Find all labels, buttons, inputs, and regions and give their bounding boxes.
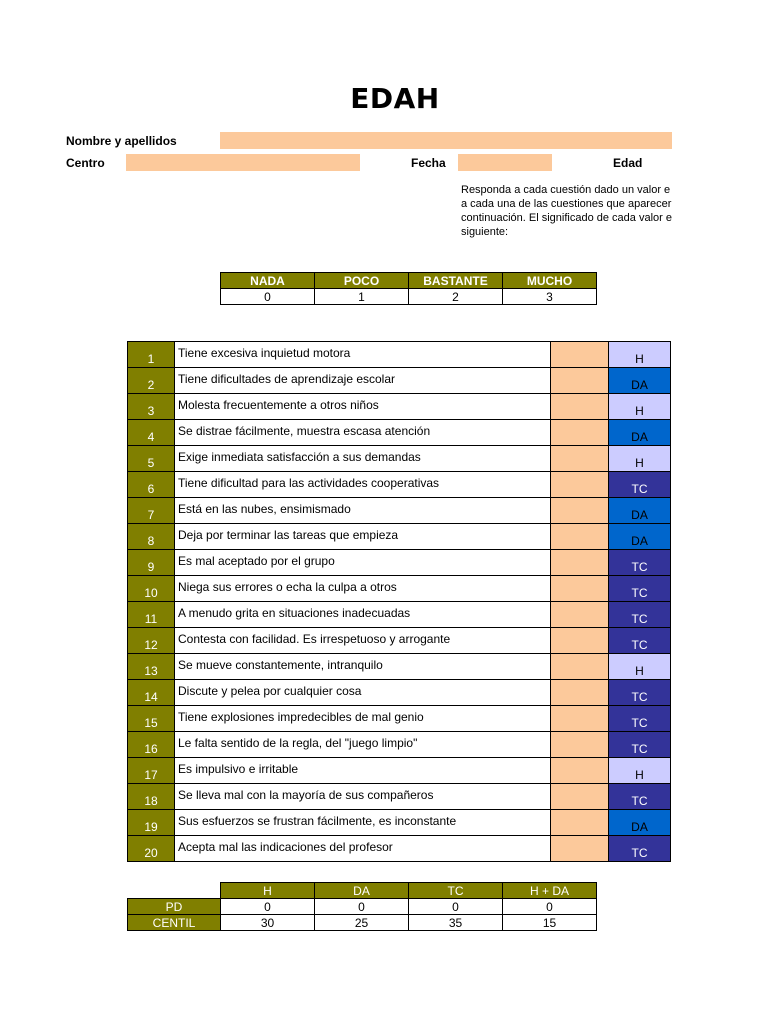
item-row <box>128 498 671 524</box>
results-header: TC <box>409 883 503 899</box>
item-row <box>128 394 671 420</box>
name-label: Nombre y apellidos <box>66 134 177 148</box>
item-text: Tiene explosiones impredecibles de mal genio <box>175 706 551 732</box>
centil-value: 25 <box>315 915 409 931</box>
item-category: TC <box>609 732 671 758</box>
item-number: 17 <box>128 758 175 784</box>
item-text: Niega sus errores o echa la culpa a otros <box>175 576 551 602</box>
date-label: Fecha <box>411 156 446 170</box>
item-number: 20 <box>128 836 175 862</box>
item-text: Se lleva mal con la mayoría de sus compañeros <box>175 784 551 810</box>
item-number: 1 <box>128 342 175 368</box>
item-row <box>128 524 671 550</box>
item-row <box>128 628 671 654</box>
item-answer-cell[interactable] <box>551 680 609 706</box>
item-category: H <box>609 342 671 368</box>
instructions-line: a cada una de las cuestiones que aparecer <box>461 198 672 210</box>
scale-value: 3 <box>503 289 597 305</box>
item-number: 5 <box>128 446 175 472</box>
item-row <box>128 810 671 836</box>
item-category: TC <box>609 550 671 576</box>
instructions <box>461 183 672 239</box>
date-field[interactable] <box>458 154 552 171</box>
item-category: TC <box>609 680 671 706</box>
center-field[interactable] <box>126 154 360 171</box>
item-number: 11 <box>128 602 175 628</box>
item-category: H <box>609 446 671 472</box>
item-answer-cell[interactable] <box>551 836 609 862</box>
item-category: H <box>609 394 671 420</box>
item-number: 6 <box>128 472 175 498</box>
item-row <box>128 472 671 498</box>
item-text: Le falta sentido de la regla, del "juego limpio" <box>175 732 551 758</box>
item-answer-cell[interactable] <box>551 524 609 550</box>
pd-label: PD <box>128 899 221 915</box>
pd-value: 0 <box>315 899 409 915</box>
scale-header: MUCHO <box>503 273 597 289</box>
item-answer-cell[interactable] <box>551 394 609 420</box>
item-number: 14 <box>128 680 175 706</box>
item-text: Sus esfuerzos se frustran fácilmente, es inconstante <box>175 810 551 836</box>
item-row <box>128 706 671 732</box>
item-number: 2 <box>128 368 175 394</box>
item-text: Está en las nubes, ensimismado <box>175 498 551 524</box>
centil-value: 35 <box>409 915 503 931</box>
item-row <box>128 784 671 810</box>
item-answer-cell[interactable] <box>551 732 609 758</box>
item-text: Tiene dificultad para las actividades cooperativas <box>175 472 551 498</box>
item-answer-cell[interactable] <box>551 420 609 446</box>
item-row <box>128 342 671 368</box>
scale-value: 0 <box>221 289 315 305</box>
pd-value: 0 <box>503 899 597 915</box>
item-text: Se mueve constantemente, intranquilo <box>175 654 551 680</box>
scale-table <box>220 272 597 305</box>
pd-value: 0 <box>409 899 503 915</box>
item-row <box>128 550 671 576</box>
item-category: DA <box>609 368 671 394</box>
item-answer-cell[interactable] <box>551 654 609 680</box>
item-number: 8 <box>128 524 175 550</box>
item-number: 15 <box>128 706 175 732</box>
item-row <box>128 446 671 472</box>
item-answer-cell[interactable] <box>551 602 609 628</box>
item-text: A menudo grita en situaciones inadecuadas <box>175 602 551 628</box>
item-text: Es mal aceptado por el grupo <box>175 550 551 576</box>
item-answer-cell[interactable] <box>551 472 609 498</box>
centil-value: 30 <box>221 915 315 931</box>
item-category: TC <box>609 602 671 628</box>
instructions-line: siguiente: <box>461 226 509 238</box>
item-category: TC <box>609 576 671 602</box>
item-category: TC <box>609 836 671 862</box>
item-text: Discute y pelea por cualquier cosa <box>175 680 551 706</box>
scale-header: NADA <box>221 273 315 289</box>
item-row <box>128 680 671 706</box>
scale-value: 1 <box>315 289 409 305</box>
item-category: TC <box>609 784 671 810</box>
page-title: EDAH <box>350 82 440 115</box>
item-number: 7 <box>128 498 175 524</box>
results-table <box>127 882 597 931</box>
item-text: Es impulsivo e irritable <box>175 758 551 784</box>
centil-value: 15 <box>503 915 597 931</box>
item-number: 9 <box>128 550 175 576</box>
item-row <box>128 654 671 680</box>
item-text: Contesta con facilidad. Es irrespetuoso y arrogante <box>175 628 551 654</box>
item-number: 13 <box>128 654 175 680</box>
item-row <box>128 836 671 862</box>
scale-value: 2 <box>409 289 503 305</box>
item-number: 3 <box>128 394 175 420</box>
item-category: TC <box>609 628 671 654</box>
item-text: Se distrae fácilmente, muestra escasa atención <box>175 420 551 446</box>
item-number: 16 <box>128 732 175 758</box>
item-row <box>128 758 671 784</box>
centil-label: CENTIL <box>128 915 221 931</box>
item-number: 4 <box>128 420 175 446</box>
results-header: DA <box>315 883 409 899</box>
item-answer-cell[interactable] <box>551 550 609 576</box>
item-category: TC <box>609 472 671 498</box>
item-answer-cell[interactable] <box>551 446 609 472</box>
item-answer-cell[interactable] <box>551 342 609 368</box>
item-category: DA <box>609 498 671 524</box>
item-category: DA <box>609 810 671 836</box>
item-text: Deja por terminar las tareas que empieza <box>175 524 551 550</box>
item-category: DA <box>609 524 671 550</box>
item-answer-cell[interactable] <box>551 758 609 784</box>
item-category: DA <box>609 420 671 446</box>
item-answer-cell[interactable] <box>551 628 609 654</box>
instructions-line: Responda a cada cuestión dado un valor e <box>461 184 671 196</box>
item-text: Acepta mal las indicaciones del profesor <box>175 836 551 862</box>
item-number: 12 <box>128 628 175 654</box>
item-category: H <box>609 654 671 680</box>
name-field[interactable] <box>220 132 672 149</box>
item-text: Tiene excesiva inquietud motora <box>175 342 551 368</box>
item-row <box>128 602 671 628</box>
item-text: Tiene dificultades de aprendizaje escolar <box>175 368 551 394</box>
item-category: H <box>609 758 671 784</box>
item-row <box>128 368 671 394</box>
item-answer-cell[interactable] <box>551 784 609 810</box>
item-number: 18 <box>128 784 175 810</box>
item-number: 19 <box>128 810 175 836</box>
item-answer-cell[interactable] <box>551 368 609 394</box>
results-header: H + DA <box>503 883 597 899</box>
scale-header: POCO <box>315 273 409 289</box>
item-number: 10 <box>128 576 175 602</box>
item-answer-cell[interactable] <box>551 810 609 836</box>
item-answer-cell[interactable] <box>551 576 609 602</box>
results-header: H <box>221 883 315 899</box>
item-text: Exige inmediata satisfacción a sus demandas <box>175 446 551 472</box>
instructions-line: continuación. El significado de cada valor e <box>461 212 672 224</box>
item-row <box>128 420 671 446</box>
item-row <box>128 576 671 602</box>
item-text: Molesta frecuentemente a otros niños <box>175 394 551 420</box>
pd-value: 0 <box>221 899 315 915</box>
item-answer-cell[interactable] <box>551 498 609 524</box>
center-label: Centro <box>66 156 105 170</box>
item-row <box>128 732 671 758</box>
age-label: Edad <box>613 156 643 170</box>
items-table <box>127 341 671 862</box>
item-answer-cell[interactable] <box>551 706 609 732</box>
item-category: TC <box>609 706 671 732</box>
scale-header: BASTANTE <box>409 273 503 289</box>
